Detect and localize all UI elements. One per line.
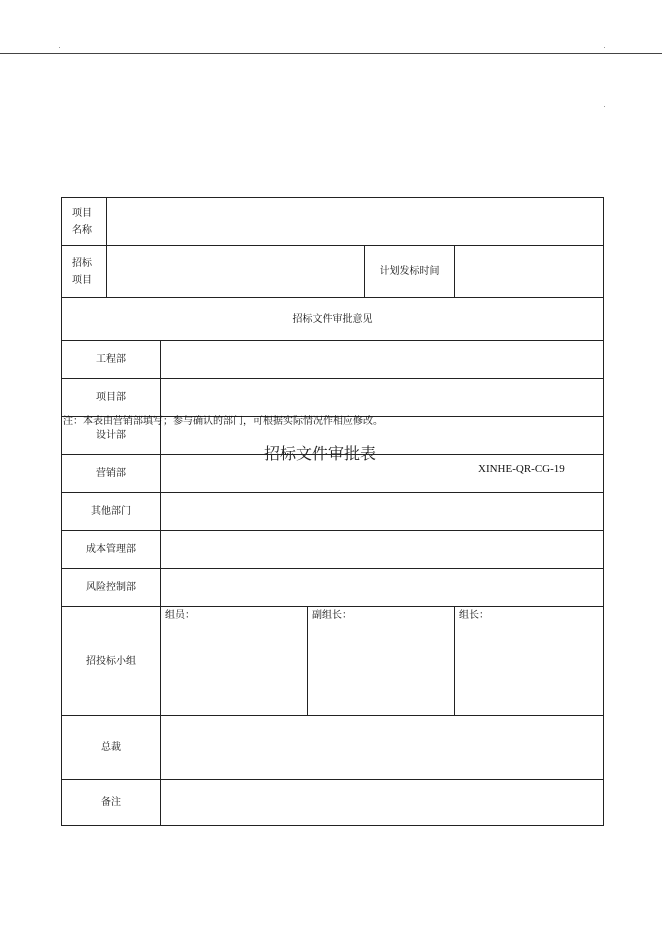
label-cost: 成本管理部 — [62, 531, 161, 569]
label-remarks: 备注 — [62, 780, 161, 826]
form-code: XINHE-QR-CG-19 — [478, 463, 565, 475]
label-project-name-line2: 名称 — [72, 224, 92, 236]
planned-time-field[interactable] — [455, 246, 604, 298]
project-dept-opinion-field[interactable] — [161, 379, 604, 417]
row-engineering — [62, 341, 604, 379]
risk-opinion-field[interactable] — [161, 569, 604, 607]
label-risk: 风险控制部 — [62, 569, 161, 607]
row-bid-item — [62, 246, 604, 298]
engineering-opinion-field[interactable] — [161, 341, 604, 379]
row-cost — [62, 531, 604, 569]
section-header: 招标文件审批意见 — [62, 298, 604, 341]
project-name-field[interactable] — [107, 198, 604, 246]
row-president — [62, 716, 604, 780]
approval-form-table — [61, 197, 604, 826]
remarks-field[interactable] — [161, 780, 604, 826]
label-bid-group: 招投标小组 — [62, 607, 161, 716]
label-leader: 组长： — [459, 610, 489, 621]
row-remarks — [62, 780, 604, 826]
label-marketing: 营销部 — [62, 455, 161, 493]
label-vice-leader: 副组长： — [312, 610, 352, 621]
label-bid-item-line1: 招标 — [72, 257, 92, 269]
leader-field[interactable] — [455, 607, 604, 716]
bid-item-field[interactable] — [107, 246, 365, 298]
vice-leader-field[interactable] — [308, 607, 455, 716]
member-field[interactable] — [161, 607, 308, 716]
row-project-dept — [62, 379, 604, 417]
cost-opinion-field[interactable] — [161, 531, 604, 569]
row-section-header — [62, 298, 604, 341]
label-planned-time: 计划发标时间 — [365, 246, 455, 298]
row-risk — [62, 569, 604, 607]
row-project-name — [62, 198, 604, 246]
corner-mark-right — [604, 47, 605, 48]
label-project-dept: 项目部 — [62, 379, 161, 417]
label-project-name — [62, 198, 107, 246]
label-member: 组员： — [165, 610, 195, 621]
label-president: 总裁 — [62, 716, 161, 780]
label-bid-item-line2: 项目 — [72, 274, 92, 286]
other-opinion-field[interactable] — [161, 493, 604, 531]
row-other — [62, 493, 604, 531]
label-engineering: 工程部 — [62, 341, 161, 379]
corner-mark-left — [59, 47, 60, 48]
label-project-name-line1: 项目 — [72, 207, 92, 219]
form-note: 注：本表由营销部填写；参与确认的部门，可根据实际情况作相应修改。 — [63, 416, 383, 427]
label-design: 设计部 — [62, 417, 161, 455]
president-opinion-field[interactable] — [161, 716, 604, 780]
label-bid-item — [62, 246, 107, 298]
label-other: 其他部门 — [62, 493, 161, 531]
form-title: 招标文件审批表 — [264, 444, 377, 463]
header-rule — [0, 53, 662, 54]
corner-mark-right-lower — [604, 106, 605, 107]
row-bid-group — [62, 607, 604, 716]
